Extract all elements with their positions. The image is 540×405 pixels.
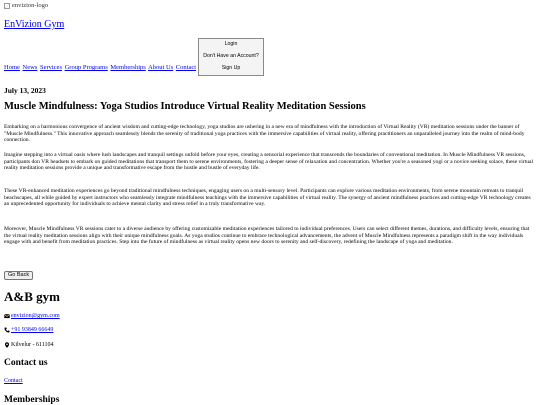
footer-email-link[interactable]: envizion@gym.com bbox=[11, 313, 60, 319]
footer-phone-row bbox=[4, 327, 53, 333]
article-paragraph-4: Moreover, Muscle Mindfulness VR sessions cater to a diverse audience by offering customizable meditation experiences tailored to individual preferences. Users can select different themes, durations, and difficulty levels, ensuring that the virtual reality meditation sessions align with their unique mindfulness goals. As yoga studios continue to embrace technological advancements, the advent of Muscle Mindfulness represents a paradigm shift in the way individuals engage with and benefit from meditation practices. Step into the future of mindfulness as virtual reality opens new doors to serenity and self-discovery, redefining the landscape of yoga and meditation. bbox=[4, 226, 530, 246]
article-paragraph-2: Imagine stepping into a virtual oasis where lush landscapes and tranquil settings unfold before your eyes, creating a sensorial experience that transcends the boundaries of conventional meditation. In Muscle Mindfulness VR sessions, participants don VR headsets to embark on guided meditations that transport them to serene environments, fostering a deeper sense of relaxation and concentration. Whether you're a seasoned yogi or a novice seeking solace, these virtual reality meditation sessions provide a unique and transformative escape from the hustle and bustle of everyday life. bbox=[4, 152, 534, 172]
nav-about-us[interactable]: About Us bbox=[148, 64, 174, 71]
footer-email-row bbox=[4, 313, 60, 319]
logo-alt-text: envizion-logo bbox=[12, 2, 49, 9]
nav-news[interactable]: News bbox=[22, 64, 38, 71]
nav-services[interactable]: Services bbox=[39, 64, 62, 71]
phone-icon bbox=[4, 327, 10, 333]
footer-memberships-heading: Memberships bbox=[4, 395, 60, 405]
footer-address: Kilvelur - 611104 bbox=[11, 342, 54, 348]
article-paragraph-1: Embarking on a harmonious convergence of ancient wisdom and cutting-edge technology, yoga studios are ushering in a new era of mindfulness with the introduction of Virtual Reality (VR) meditation sessions under the banner of "Muscle Mindfulness." This innovative approach seamlessly blends the serenity of traditional yoga practices with the immersive capabilities of virtual reality, offering practitioners an unparalleled journey into the realm of mind-body connection. bbox=[4, 124, 525, 144]
signup-link[interactable]: Sign Up bbox=[221, 65, 241, 71]
footer-contact-link[interactable]: Contact bbox=[4, 378, 23, 384]
footer-phone-link[interactable]: +91 93849 66649 bbox=[11, 327, 54, 333]
footer-gym-name: A&B gym bbox=[4, 289, 60, 304]
article-title: Muscle Mindfulness: Yoga Studios Introduce Virtual Reality Meditation Sessions bbox=[4, 101, 366, 112]
auth-dropdown bbox=[198, 38, 264, 76]
signup-prompt: Don't Have an Account? bbox=[203, 53, 259, 59]
article-paragraph-3: These VR-enhanced meditation experiences go beyond traditional mindfulness techniques, engaging users on a multi-sensory level. Participants can explore various meditation environments, from serene mountain retreats to tranquil beachscapes, all while guided by expert instructors who seamlessly integrate mindfulness teachings with the immersive capabilities of virtual reality. The synergy of ancient mindfulness practices and cutting-edge VR technology creates an unprecedented opportunity for individuals to achieve mental clarity and stress relief in a truly transformative way. bbox=[4, 188, 531, 208]
main-nav bbox=[4, 64, 197, 71]
brand-link[interactable] bbox=[4, 19, 64, 30]
nav-group-programs[interactable]: Group Programs bbox=[64, 64, 108, 71]
login-link[interactable]: Login bbox=[224, 41, 238, 47]
logo bbox=[4, 2, 48, 9]
nav-home[interactable]: Home bbox=[4, 64, 20, 71]
footer-contact-heading: Contact us bbox=[4, 358, 48, 368]
nav-contact[interactable]: Contact bbox=[175, 64, 197, 71]
envelope-icon bbox=[4, 313, 10, 319]
brand-name[interactable]: EnVizion Gym bbox=[4, 19, 65, 30]
map-pin-icon bbox=[4, 342, 10, 348]
footer-address-row bbox=[4, 342, 54, 348]
broken-image-icon bbox=[4, 3, 10, 9]
nav-memberships[interactable]: Memberships bbox=[110, 64, 146, 71]
article-date: July 13, 2023 bbox=[4, 86, 46, 95]
go-back-button[interactable]: Go Back bbox=[4, 271, 33, 280]
